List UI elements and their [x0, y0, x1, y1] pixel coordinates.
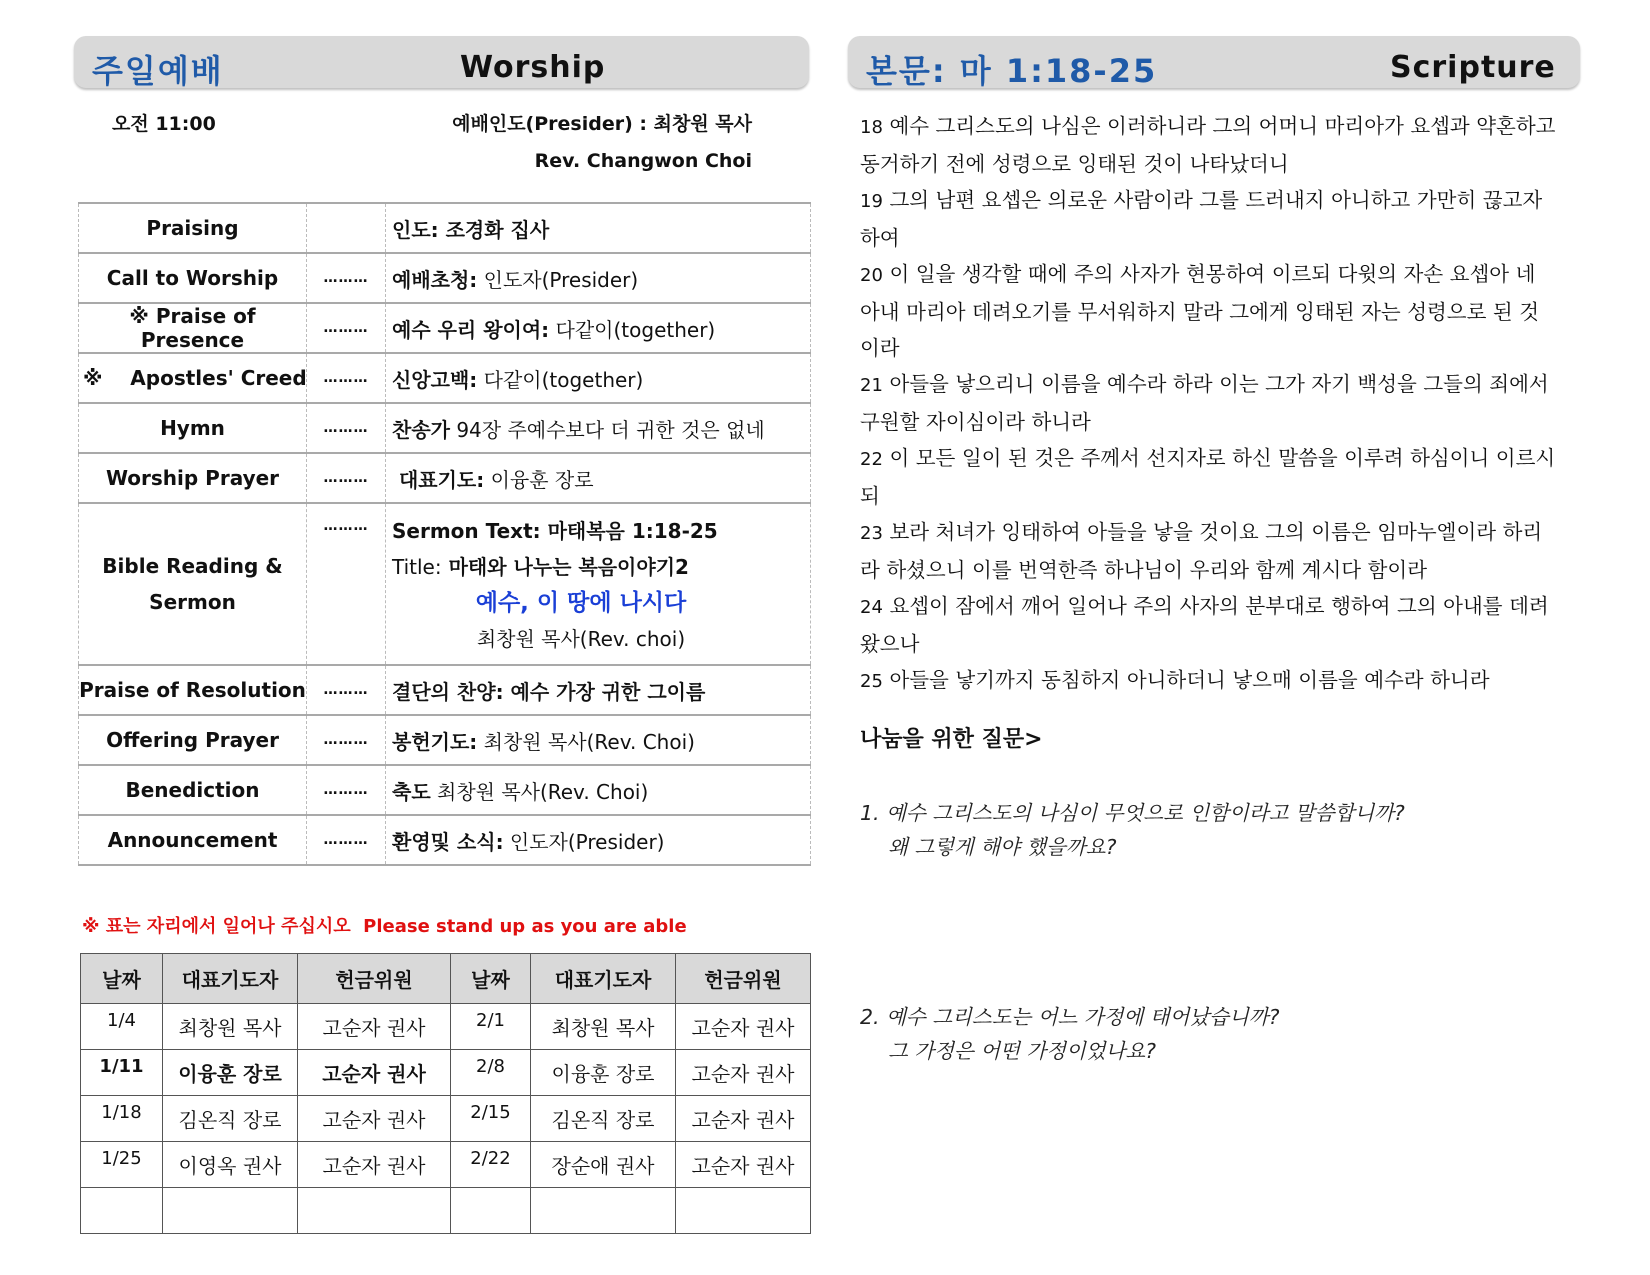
worship-row-detail	[386, 765, 811, 815]
roster-cell	[81, 1188, 163, 1234]
worship-row	[79, 453, 811, 503]
roster-cell	[676, 1188, 811, 1234]
roster-header: 대표기도자	[531, 954, 676, 1004]
worship-row-value: 다같이(together)	[549, 317, 716, 342]
verse-number: 25	[860, 671, 883, 692]
stand-up-note: ※ 표는 자리에서 일어나 주십시오 Please stand up as you are able	[82, 916, 687, 937]
sermon-name-line2: Sermon	[149, 590, 236, 614]
worship-row-dots: ………	[307, 665, 386, 715]
worship-row-detail	[386, 665, 811, 715]
worship-row-value: 이융훈 장로	[484, 467, 594, 492]
verse-number: 22	[860, 449, 883, 470]
verse-line: 되	[860, 484, 880, 508]
worship-row-label: 인도: 조경화 집사	[392, 217, 550, 242]
verse-line: 보라 처녀가 잉태하여 아들을 낳을 것이요 그의 이름은 임마누엘이라 하리	[889, 520, 1543, 544]
scripture-title-english: Scripture	[1390, 50, 1556, 85]
roster-cell: 1/18	[81, 1096, 163, 1142]
worship-row-detail	[386, 403, 811, 453]
verse-line: 예수 그리스도의 나심은 이러하니라 그의 어머니 마리아가 요셉과 약혼하고	[889, 114, 1556, 138]
verse-line: 하여	[860, 226, 900, 250]
roster-cell: 고순자 권사	[676, 1004, 811, 1050]
verse-line: 이라	[860, 336, 900, 360]
worship-row-dots: ………	[307, 353, 386, 403]
worship-row-name: ※ Apostles' Creed	[79, 353, 307, 403]
roster-table	[80, 953, 811, 1234]
worship-row-value: 최창원 목사(Rev. Choi)	[430, 779, 649, 804]
verse-number: 23	[860, 523, 883, 544]
roster-cell: 고순자 권사	[676, 1050, 811, 1096]
worship-row-label: 결단의 찬양: 예수 가장 귀한 그이름	[392, 679, 706, 704]
verse-line: 이 모든 일이 된 것은 주께서 선지자로 하신 말씀을 이루려 하심이니 이르시	[889, 446, 1556, 470]
roster-cell: 1/25	[81, 1142, 163, 1188]
verse-number: 21	[860, 375, 883, 396]
worship-row-dots: ………	[307, 253, 386, 303]
scripture-title-korean: 본문: 마 1:18-25	[866, 52, 1158, 90]
roster-cell: 1/4	[81, 1004, 163, 1050]
sermon-row-name	[79, 503, 307, 665]
roster-cell: 2/15	[451, 1096, 531, 1142]
roster-cell: 김온직 장로	[163, 1096, 298, 1142]
worship-row-dots: ………	[307, 815, 386, 865]
sermon-title-value: 마태와 나누는 복음이야기2	[441, 555, 689, 579]
presider-korean: 예배인도(Presider) : 최창원 목사	[452, 113, 752, 135]
verse	[860, 182, 1600, 256]
roster-cell: 고순자 권사	[298, 1050, 451, 1096]
worship-row	[79, 353, 811, 403]
question-line: 그 가정은 어떤 가정이었나요?	[888, 1039, 1157, 1063]
worship-row-value: 인도자(Presider)	[477, 267, 639, 292]
verse-line: 왔으나	[860, 632, 920, 656]
sermon-row	[79, 503, 811, 665]
worship-row-name: Worship Prayer	[79, 453, 307, 503]
verse	[860, 588, 1600, 662]
worship-row-dots: ………	[307, 453, 386, 503]
verse-line: 아들을 낳으리니 이름을 예수라 하라 이는 그가 자기 백성을 그들의 죄에서	[889, 372, 1549, 396]
roster-header-row	[81, 954, 811, 1004]
sermon-pastor: 최창원 목사(Rev. choi)	[476, 627, 686, 651]
roster-cell: 장순애 권사	[531, 1142, 676, 1188]
verse-line: 구원할 자이심이라 하니라	[860, 410, 1091, 434]
worship-row-dots: ………	[307, 503, 386, 665]
verse-line: 아들을 낳기까지 동침하지 아니하더니 낳으매 이름을 예수라 하니라	[889, 668, 1490, 692]
verse-line: 그의 남편 요셉은 의로운 사람이라 그를 드러내지 아니하고 가만히 끊고자	[889, 188, 1543, 212]
worship-row-name: Announcement	[79, 815, 307, 865]
roster-cell: 김온직 장로	[531, 1096, 676, 1142]
question-1	[860, 796, 1405, 864]
sermon-subtitle	[392, 549, 810, 585]
roster-row	[81, 1050, 811, 1096]
worship-row-name: Praise of Resolution	[79, 665, 307, 715]
worship-row-label: 봉헌기도:	[392, 729, 478, 754]
verse-number: 18	[860, 117, 883, 138]
worship-title-english: Worship	[460, 50, 606, 85]
roster-header: 헌금위원	[298, 954, 451, 1004]
worship-row-label: 예수 우리 왕이여:	[392, 317, 550, 342]
roster-cell: 2/8	[451, 1050, 531, 1096]
roster-cell: 이영옥 권사	[163, 1142, 298, 1188]
worship-row-detail	[386, 303, 811, 353]
roster-cell: 고순자 권사	[298, 1096, 451, 1142]
worship-row-label: 대표기도:	[392, 467, 485, 492]
verse	[860, 256, 1600, 366]
worship-row-label: 환영및 소식:	[392, 829, 504, 854]
roster-cell: 고순자 권사	[676, 1096, 811, 1142]
worship-row	[79, 815, 811, 865]
roster-cell: 최창원 목사	[531, 1004, 676, 1050]
roster-header: 헌금위원	[676, 954, 811, 1004]
worship-row-detail	[386, 715, 811, 765]
roster-cell: 1/11	[81, 1050, 163, 1096]
worship-row-dots: ………	[307, 303, 386, 353]
roster-cell	[531, 1188, 676, 1234]
worship-row-dots: ………	[307, 715, 386, 765]
roster-header: 날짜	[451, 954, 531, 1004]
verse-number: 24	[860, 597, 883, 618]
sermon-title-label: Title:	[392, 555, 442, 579]
worship-row-name: ※ Praise of Presence	[79, 303, 307, 353]
roster-cell: 이융훈 장로	[531, 1050, 676, 1096]
sermon-main-title: 예수, 이 땅에 나시다	[475, 590, 687, 616]
roster-row-empty	[81, 1188, 811, 1234]
scripture-verses	[860, 108, 1600, 700]
worship-row-detail	[386, 453, 811, 503]
worship-row-name: Offering Prayer	[79, 715, 307, 765]
roster-cell: 2/1	[451, 1004, 531, 1050]
roster-cell: 최창원 목사	[163, 1004, 298, 1050]
verse-number: 20	[860, 265, 883, 286]
verse-number: 19	[860, 191, 883, 212]
worship-row-value: 최창원 목사(Rev. Choi)	[477, 729, 695, 754]
worship-row-label: 신앙고백:	[392, 367, 478, 392]
worship-row-name: Hymn	[79, 403, 307, 453]
worship-row-detail	[386, 203, 811, 253]
worship-row-value: 인도자(Presider)	[503, 829, 665, 854]
verse	[860, 108, 1600, 182]
verse	[860, 514, 1600, 588]
roster-row	[81, 1096, 811, 1142]
worship-row	[79, 765, 811, 815]
roster-cell: 고순자 권사	[298, 1142, 451, 1188]
verse	[860, 440, 1600, 514]
verse-line: 요셉이 잠에서 깨어 일어나 주의 사자의 분부대로 행하여 그의 아내를 데려	[889, 594, 1549, 618]
verse	[860, 366, 1600, 440]
sermon-text: Sermon Text: 마태복음 1:18-25	[392, 519, 718, 543]
roster-cell: 이융훈 장로	[163, 1050, 298, 1096]
worship-row-detail	[386, 253, 811, 303]
worship-row-value: 다같이(together)	[477, 367, 644, 392]
verse-line: 라 하셨으니 이를 번역한즉 하나님이 우리와 함께 계시다 함이라	[860, 558, 1428, 582]
worship-row	[79, 665, 811, 715]
question-line: 1. 예수 그리스도의 나심이 무엇으로 인함이라고 말씀합니까?	[860, 801, 1405, 825]
worship-title-korean: 주일예배	[92, 52, 224, 90]
worship-row	[79, 203, 811, 253]
presider-english: Rev. Changwon Choi	[534, 150, 752, 172]
verse-line: 아내 마리아 데려오기를 무서워하지 말라 그에게 잉태된 자는 성령으로 된 것	[860, 300, 1540, 324]
worship-row-dots	[307, 203, 386, 253]
worship-row-name: Benediction	[79, 765, 307, 815]
verse-line: 이 일을 생각할 때에 주의 사자가 현몽하여 이르되 다윗의 자손 요셉아 네	[889, 262, 1536, 286]
order-of-worship-table	[78, 202, 811, 866]
roster-cell	[298, 1188, 451, 1234]
questions-heading: 나눔을 위한 질문>	[860, 727, 1043, 752]
service-time: 오전 11:00	[112, 113, 216, 135]
worship-row-value: 94장 주예수보다 더 귀한 것은 없네	[449, 417, 765, 442]
worship-row-label: 축도	[392, 779, 431, 804]
worship-row	[79, 303, 811, 353]
worship-row	[79, 253, 811, 303]
verse-line: 동거하기 전에 성령으로 잉태된 것이 나타났더니	[860, 152, 1289, 176]
worship-row-label: 예배초청:	[392, 267, 478, 292]
question-2	[860, 1000, 1279, 1068]
worship-row-detail	[386, 815, 811, 865]
roster-row	[81, 1004, 811, 1050]
worship-row-label: 찬송가	[392, 417, 450, 442]
worship-row-name: Call to Worship	[79, 253, 307, 303]
question-line: 왜 그렇게 해야 했을까요?	[888, 835, 1117, 859]
roster-row	[81, 1142, 811, 1188]
roster-cell: 고순자 권사	[676, 1142, 811, 1188]
roster-cell: 고순자 권사	[298, 1004, 451, 1050]
roster-header: 대표기도자	[163, 954, 298, 1004]
roster-header: 날짜	[81, 954, 163, 1004]
question-line: 2. 예수 그리스도는 어느 가정에 태어났습니까?	[860, 1005, 1280, 1029]
worship-row-detail	[386, 353, 811, 403]
worship-row	[79, 715, 811, 765]
verse	[860, 662, 1600, 700]
worship-row-dots: ………	[307, 765, 386, 815]
sermon-name-line1: Bible Reading &	[102, 554, 283, 578]
roster-cell	[451, 1188, 531, 1234]
roster-cell	[163, 1188, 298, 1234]
roster-cell: 2/22	[451, 1142, 531, 1188]
worship-row-dots: ………	[307, 403, 386, 453]
sermon-details	[386, 503, 811, 665]
worship-row	[79, 403, 811, 453]
worship-row-name: Praising	[79, 203, 307, 253]
